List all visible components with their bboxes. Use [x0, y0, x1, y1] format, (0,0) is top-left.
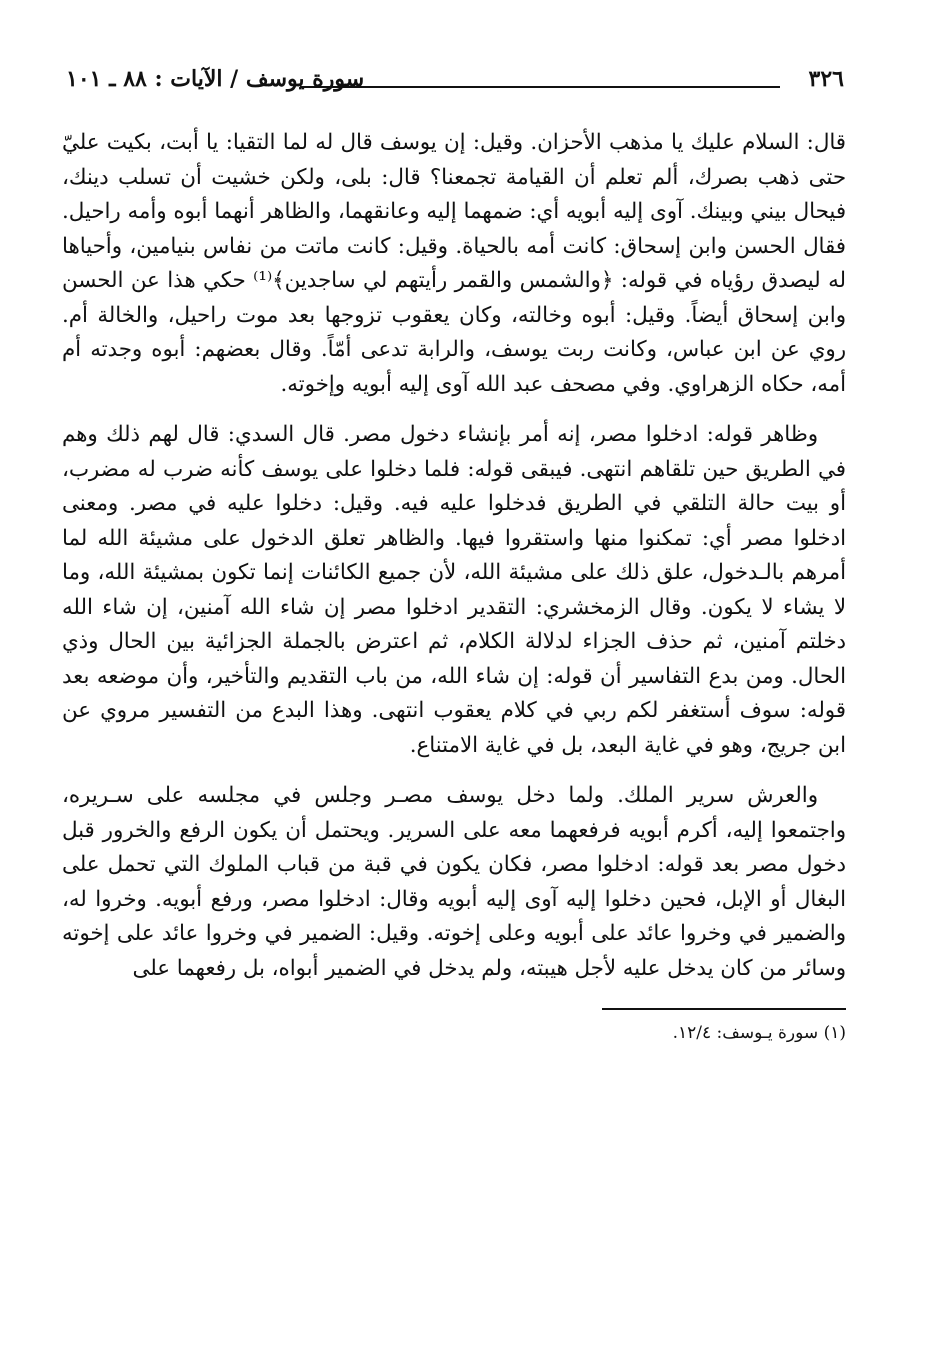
footnote: (١) سورة يـوسف: ١٢/٤. — [672, 1023, 846, 1043]
page-number: ٣٢٦ — [808, 66, 844, 92]
running-title: سورة يوسف / الآيات : ٨٨ ـ ١٠١ — [66, 66, 365, 92]
main-text — [62, 126, 846, 986]
book-page — [62, 60, 846, 1310]
header-rule — [300, 86, 780, 88]
page-header — [62, 60, 846, 100]
footnote-separator — [602, 1008, 846, 1010]
paragraph-2: وظاهر قوله: ادخلوا مصر، إنه أمر بإنشاء دخول مصر. قال السدي: قال لهم ذلك وهم في الطريق حين تلقاهم انتهى. فيبقى قوله: فلما دخلوا على يوسف كأنه ضرب له مضرب، أو بيت حالة التلقي في الطريق فدخلوا عليه فيه. وقيل: دخلوا عليه في مصر. ومعنى ادخلوا مصر أي: تمكنوا منها واستقروا فيها. والظاهر تعلق الدخول على مشيئة الله لما أمرهم بالـدخول، علق ذلك على مشيئة الله، لأن جميع الكائنات إنما تكون بمشيئة الله، وما لا يشاء لا يكون. وقال الزمخشري: التقدير ادخلوا مصر إن شاء الله آمنين، إن شاء الله دخلتم آمنين، ثم حذف الجزاء لدلالة الكلام، ثم اعترض بالجملة الجزائية بين الحال وذي الحال. ومن بدع التفاسير أن قوله: إن شاء الله، من باب التقديم والتأخير، وأن موضعه بعد قوله: سوف أستغفر لكم ربي في كلام يعقوب انتهى. وهذا البدع من التفسير مروي عن ابن جريج، وهو في غاية البعد، بل في غاية الامتناع. — [62, 422, 846, 758]
paragraph-3: والعرش سرير الملك. ولما دخل يوسف مصـر وجلس في مجلسه على سـريره، واجتمعوا إليه، أكرم أبويه فرفعهما معه على السرير. ويحتمل أن يكون الرفع والخرور قبل دخول مصر بعد قوله: ادخلوا مصر، فكان يكون في قبة من قباب الملوك التي تحمل على البغال أو الإبل، فحين دخلوا إليه آوى إليه أبويه وقال: ادخلوا مصر، ورفع أبويه. وخروا له، والضمير في وخروا عائد على أبويه وعلى إخوته. وقيل: الضمير في وخروا عائد على إخوته وسائر من كان يدخل عليه لأجل هيبته، ولم يدخل في الضمير أبواه، بل رفعهما على — [62, 783, 846, 981]
paragraph-1: قال: السلام عليك يا مذهب الأحزان. وقيل: إن يوسف قال له لما التقيا: يا أبت، بكيت عليّ حتى ذهب بصرك، ألم تعلم أن القيامة تجمعنا؟ قال: بلى، ولكن خشيت أن تسلب دينك، فيحال بيني وبينك. آوى إليه أبويه أي: ضمهما إليه وعانقهما، والظاهر أنهما أبوه وأمه راحيل. فقال الحسن وابن إسحاق: كانت أمه بالحياة. وقيل: كانت ماتت من نفاس بنيامين، وأحياها له ليصدق رؤياه في قوله: ﴿والشمس والقمر رأيتهم لي ساجدين﴾⁽¹⁾ حكي هذا عن الحسن وابن إسحاق أيضاً. وقيل: أبوه وخالته، وكان يعقوب تزوجها بعد موت راحيل، والخالة أم. روي عن ابن عباس، وكانت ربت يوسف، والرابة تدعى أمّاً. وقال بعضهم: أبوه وجدته أم أمه، حكاه الزهراوي. وفي مصحف عبد الله آوى إليه أبويه وإخوته. — [62, 130, 846, 397]
